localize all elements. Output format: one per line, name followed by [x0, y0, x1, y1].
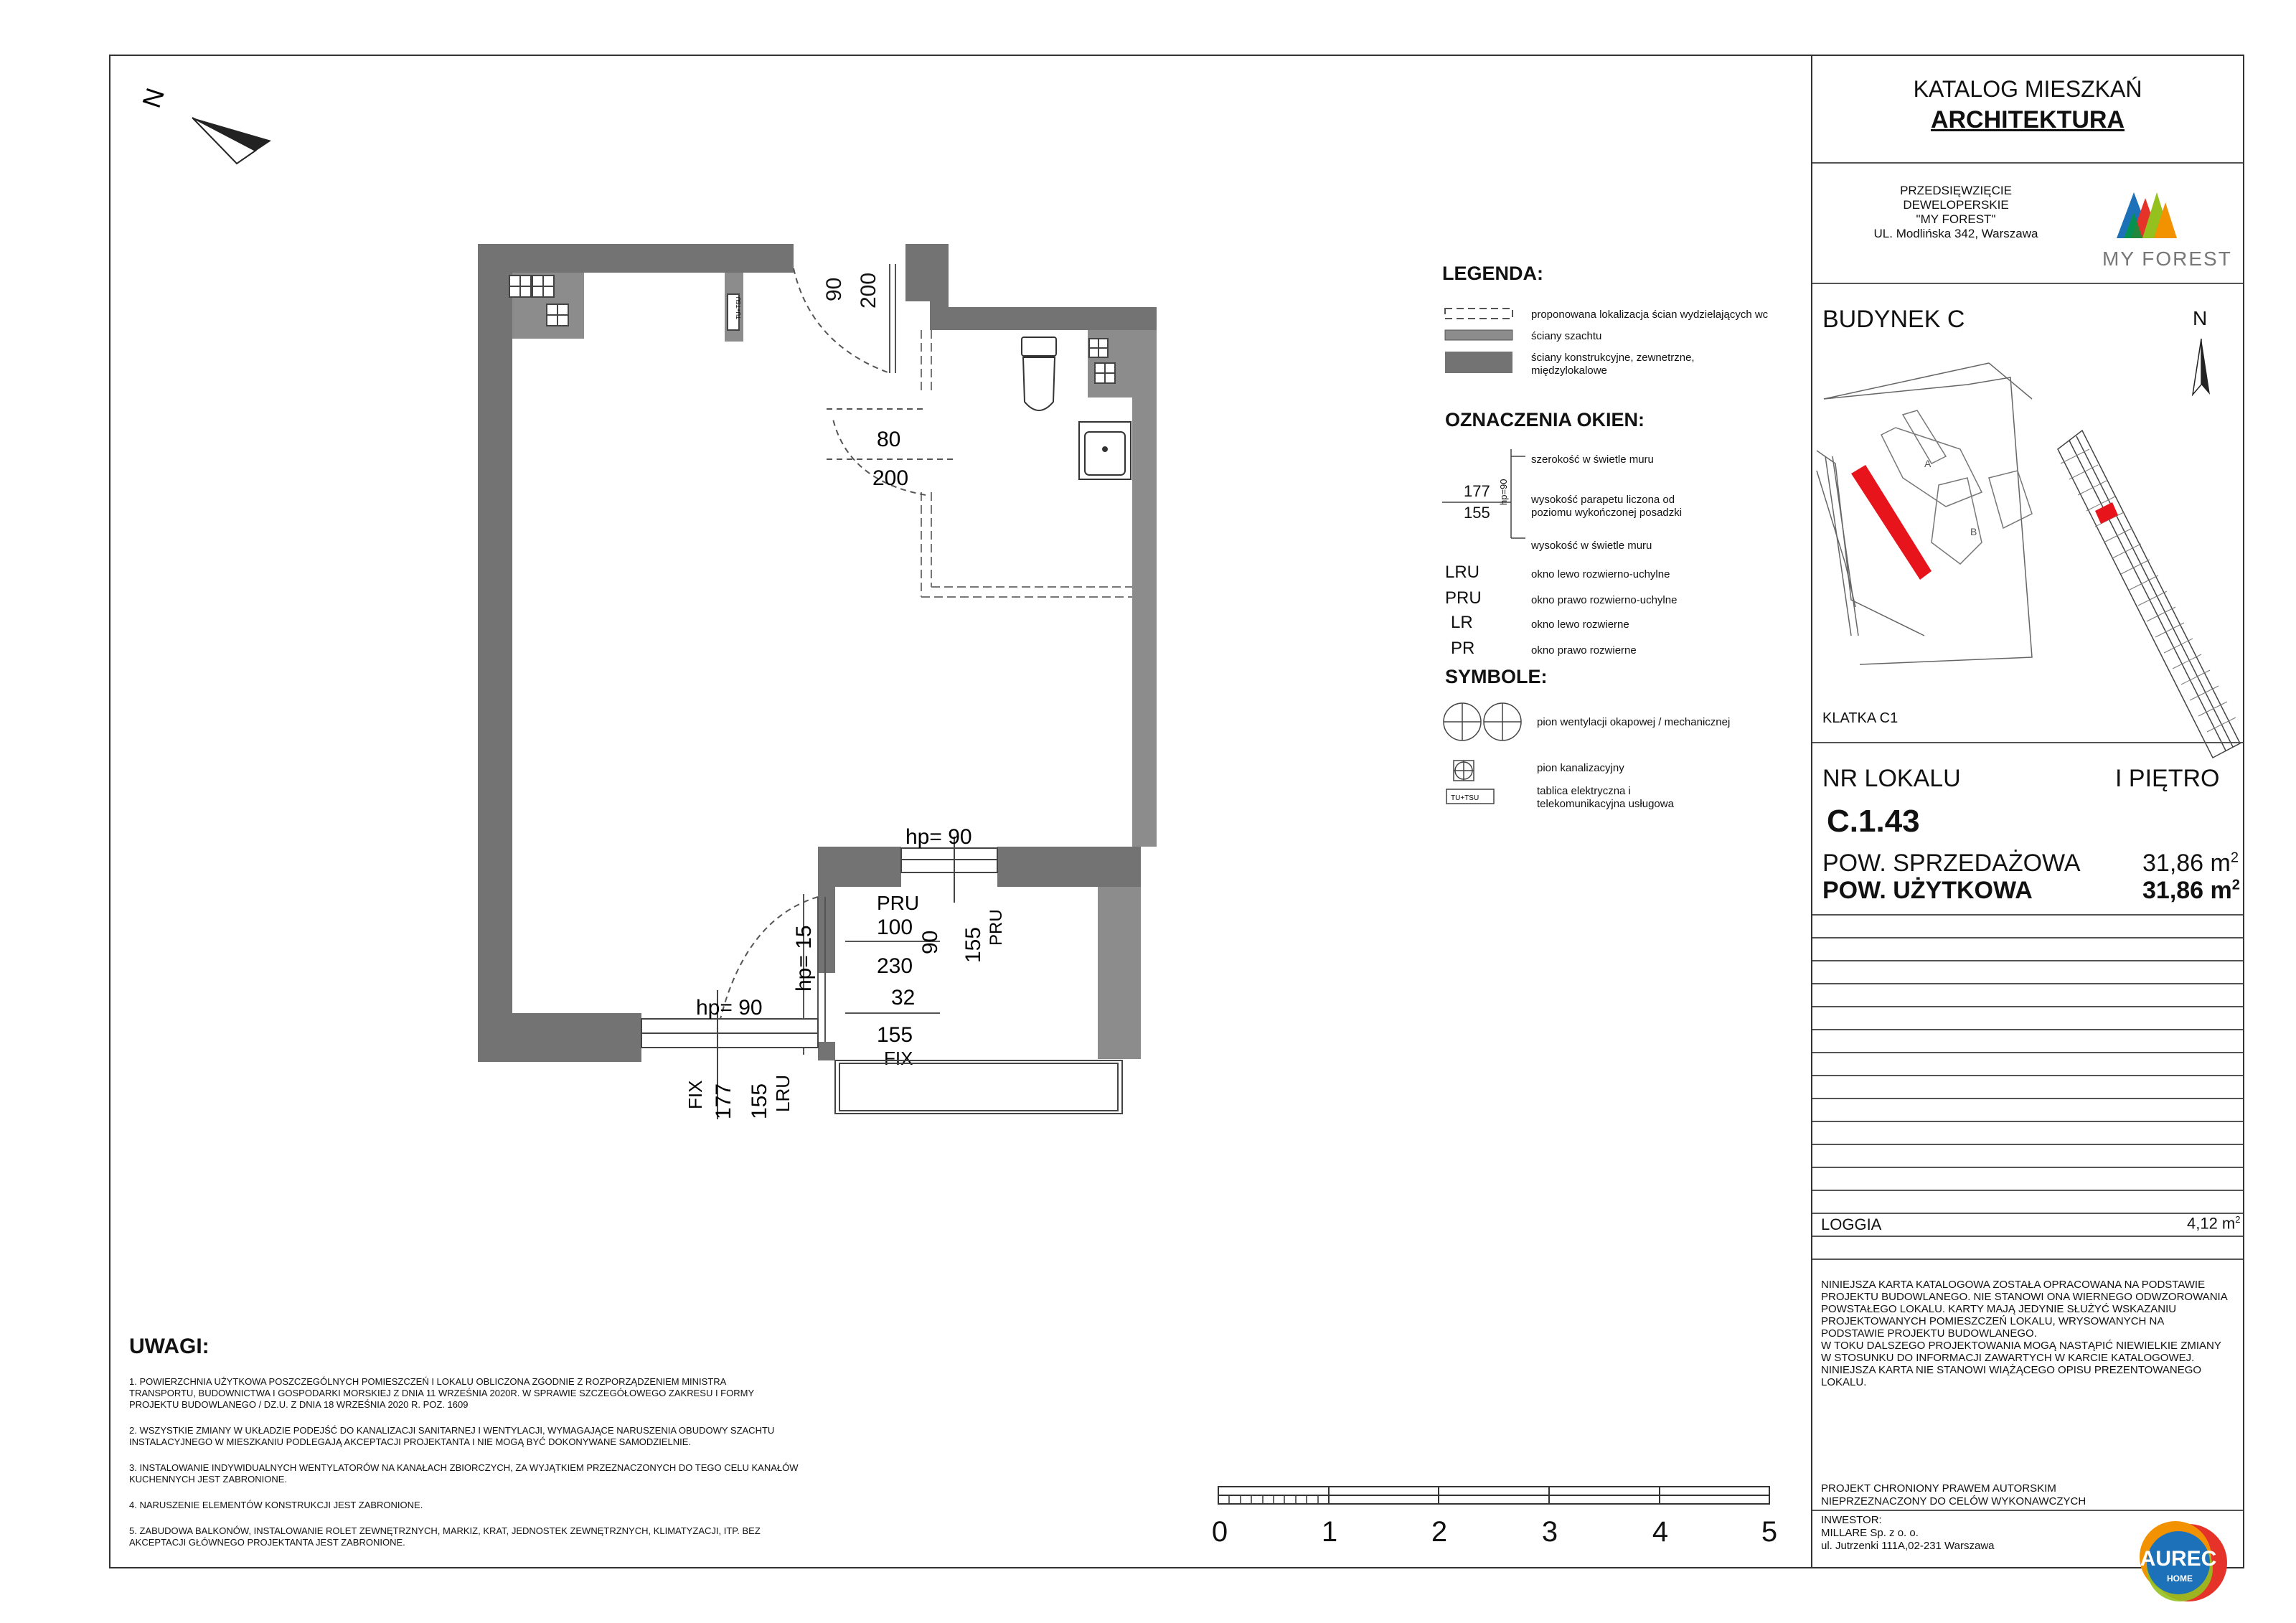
win-type-code-lru: LRU: [1445, 563, 1480, 582]
legend-item-structural: ściany konstrukcyjne, zewnetrzne,: [1531, 352, 1695, 364]
project-name: PRZEDSIĘWZIĘCIE DEWELOPERSKIE "MY FOREST" UL. Modlińska 342, Warszawa: [1873, 184, 2038, 240]
scale-label-5: 5: [1761, 1516, 1778, 1548]
fix-width: 32: [891, 986, 916, 1010]
symbols-title: SYMBOLE:: [1445, 666, 1548, 687]
site-label-a: A: [1924, 458, 1932, 469]
window-bottom-height: 155: [748, 1083, 771, 1119]
vent-shaft-icon: [1444, 703, 1521, 740]
copyright-note: PROJEKT CHRONIONY PRAWEM AUTORSKIM NIEPRZEZNACZONY DO CELÓW WYKONAWCZYCH: [1821, 1482, 2086, 1507]
window-bottom-hp: hp= 90: [696, 996, 763, 1020]
window-bottom-fix-width: 177: [712, 1083, 735, 1119]
symbol-icons: [1442, 700, 1535, 815]
windows-title: OZNACZENIA OKIEN:: [1445, 409, 1645, 431]
entry-door-width: 90: [822, 277, 846, 301]
loggia-door-width: 100: [877, 916, 913, 939]
loggia-value: 4,12 $m^2$: [2187, 1214, 2241, 1233]
sewer-pipe-icon: [1454, 761, 1474, 781]
symbol-desc-panel: tablica elektryczna i: [1537, 785, 1631, 797]
win-note-width: szerokość w świetle muru: [1531, 453, 1654, 466]
building-label: BUDYNEK C: [1822, 306, 1965, 333]
scale-bar: [1218, 1487, 1769, 1504]
legend-item-dashed: proponowana lokalizacja ścian wydzielających wc: [1531, 309, 1769, 321]
usable-area-value: 31,86 $m^2$: [2142, 877, 2240, 904]
unit-nr-label: NR LOKALU: [1822, 765, 1961, 792]
window-bottom-fix-type: FIX: [684, 1080, 706, 1109]
unit-number: C.1.43: [1827, 804, 1920, 839]
wc-door-height: 200: [872, 466, 909, 490]
aurec-home-logo: [2132, 1518, 2233, 1612]
fix-height: 155: [877, 1023, 913, 1047]
window-top-height: 155: [961, 926, 985, 963]
sales-area-label: POW. SPRZEDAŻOWA: [1822, 850, 2081, 877]
unit-floor: I PIĘTRO: [2115, 765, 2220, 792]
notes-title: UWAGI:: [129, 1335, 210, 1358]
note-line: PROJEKTU BUDOWLANEGO / DZ.U. Z DNIA 18 WRZEŚNIA 2020 R. POZ. 1609: [129, 1399, 469, 1410]
note-line: INSTALACYJNEGO W MIESZKANIU PODLEGAJĄ AKCEPTACJI PROJEKTANTA I NIE MOGĄ BYĆ DOKONYWANE SAMODZIELNIE.: [129, 1436, 692, 1447]
win-note-height: wysokość w świetle muru: [1531, 540, 1652, 552]
plan-north-label: N: [136, 84, 171, 112]
loggia-door-hp-value: 90: [918, 930, 942, 954]
aurec-logo-sub: HOME: [2167, 1573, 2193, 1584]
note-line: 5. ZABUDOWA BALKONÓW, INSTALOWANIE ROLET ZEWNĘTRZNYCH, MARKIZ, KRAT, JEDNOSTEK ZEWNĘTRZNYCH, KLIMATYZACJI, ITP. BEZ: [129, 1525, 761, 1536]
win-note-sill-2: poziomu wykończonej posadzki: [1531, 507, 1683, 519]
note-line: AKCEPTACJI GŁÓWNEGO PROJEKTANTA JEST ZABRONIONE.: [129, 1537, 405, 1548]
note-line: 1. POWIERZCHNIA UŻYTKOWA POSZCZEGÓLNYCH POMIESZCZEŃ I LOKALU OBLICZONA ZGODNIE Z ROZPORZĄDZENIEM MINISTRA: [129, 1376, 727, 1387]
loggia-door-type: PRU: [877, 892, 920, 914]
sales-area-value: 31,86 $m^2$: [2142, 850, 2239, 877]
symbol-desc-vent: pion wentylacji okapowej / mechanicznej: [1537, 716, 1731, 728]
window-top: [901, 848, 997, 872]
my-forest-logo-text: MY FOREST: [2102, 248, 2232, 270]
scale-label-3: 3: [1541, 1516, 1558, 1548]
scale-label-2: 2: [1431, 1516, 1448, 1548]
usable-area-label: POW. UŻYTKOWA: [1822, 877, 2033, 904]
win-type-desc-lr: okno lewo rozwierne: [1531, 618, 1629, 631]
note-line: 2. WSZYSTKIE ZMIANY W UKŁADZIE PODEJŚĆ DO KANALIZACJI SANITARNEJ I WENTYLACJI, WYMAGAJĄCE NARUSZENIA OBUDOWY SZACHTU: [129, 1425, 775, 1436]
site-label-b: B: [1970, 526, 1977, 537]
loggia-door-hp: hp= 15: [792, 925, 816, 992]
note-line: TRANSPORTU, BUDOWNICTWA I GOSPODARKI MORSKIEJ Z DNIA 11 WRZEŚNIA 2020R. W SPRAWIE SZCZEGÓŁOWEGO ZAKRESU I FORMY: [129, 1388, 755, 1398]
legend-swatches: [1444, 306, 1515, 377]
loggia-door-height: 230: [877, 954, 913, 978]
legend-title: LEGENDA:: [1442, 263, 1543, 284]
window-bottom-type: LRU: [772, 1074, 794, 1112]
north-arrow-icon: [136, 85, 271, 164]
win-type-desc-pr: okno prawo rozwierne: [1531, 644, 1637, 657]
loggia-label: LOGGIA: [1821, 1215, 1882, 1233]
building-north-label: N: [2193, 307, 2208, 329]
win-note-sill: wysokość parapetu liczona od: [1531, 494, 1675, 506]
scale-label-0: 0: [1211, 1516, 1228, 1548]
aurec-logo-text: AUREC: [2140, 1547, 2217, 1571]
symbol-desc-sewer: pion kanalizacyjny: [1537, 762, 1624, 774]
window-example-width: 177: [1464, 482, 1490, 500]
win-type-code-lr: LR: [1451, 613, 1473, 632]
legend-item-shaft: ściany szachtu: [1531, 330, 1602, 342]
disclaimer: NINIEJSZA KARTA KATALOGOWA ZOSTAŁA OPRACOWANA NA PODSTAWIE PROJEKTU BUDOWLANEGO. NIE STANOWI ONA WIERNEGO ODWZOROWANIA POWSTAŁEGO LOKALU. KARTY MAJĄ JEDYNIE SŁUŻYĆ WSKAZANIU PROJEKTOWANYCH POMIESZCZEŃ LOKALU, WRYSOWANYCH NA PODSTAWIE PROJEKTU BUDOWLANEGO. W TOKU DALSZEGO PROJEKTOWANIA MOGĄ NASTĄPIĆ NIEWIELKIE ZMIANY W STOSUNKU DO INFORMACJI ZAWARTYCH W KARCIE KATALOGOWEJ. NINIEJSZA KARTA NIE STANOWI WIĄŻĄCEGO OPISU PREZENTOWANEGO LOKALU.: [1821, 1279, 2228, 1388]
stair-label: KLATKA C1: [1822, 710, 1899, 726]
entry-door-height: 200: [857, 272, 880, 309]
window-bottom: [641, 1019, 818, 1048]
window-example-hp: hp=90: [1498, 479, 1509, 505]
wc-door-width: 80: [877, 428, 901, 451]
scale-label-1: 1: [1321, 1516, 1338, 1548]
note-line: 3. INSTALOWANIE INDYWIDUALNYCH WENTYLATORÓW NA KANAŁACH ZBIORCZYCH, ZA WYJĄTKIEM PRZEZNACZONYCH DO TEGO CELU KANAŁÓW: [129, 1462, 799, 1473]
investor-info: INWESTOR: MILLARE Sp. z o. o. ul. Jutrzenki 111A,02-231 Warszawa: [1821, 1514, 1995, 1552]
catalog-subtitle: ARCHITEKTURA: [1930, 106, 2125, 133]
window-example-height: 155: [1464, 504, 1490, 522]
legend-panel-code: TU+TSU: [1451, 794, 1479, 802]
win-type-desc-lru: okno lewo rozwierno-uchylne: [1531, 568, 1670, 580]
win-type-code-pru: PRU: [1445, 588, 1482, 608]
scale-label-4: 4: [1652, 1516, 1669, 1548]
win-type-desc-pru: okno prawo rozwierno-uchylne: [1531, 594, 1678, 606]
title-block: [1811, 55, 2244, 1584]
my-forest-logo: [2099, 187, 2232, 273]
note-line: KUCHENNYCH JEST ZABRONIONE.: [129, 1474, 288, 1485]
window-top-type: PRU: [987, 909, 1006, 946]
electric-panel-code: TU+TSU: [735, 296, 742, 319]
window-top-hp: hp= 90: [905, 825, 972, 849]
fix-type: FIX: [884, 1048, 913, 1069]
loggia-railing: [835, 1060, 1122, 1114]
catalog-title: KATALOG MIESZKAŃ: [1913, 76, 2142, 102]
window-example-diagram: [1442, 445, 1528, 560]
legend-item-structural-2: międzylokalowe: [1531, 364, 1607, 377]
symbol-desc-panel-2: telekomunikacyjna usługowa: [1537, 798, 1674, 810]
win-type-code-pr: PR: [1451, 639, 1475, 658]
note-line: 4. NARUSZENIE ELEMENTÓW KONSTRUKCJI JEST ZABRONIONE.: [129, 1500, 423, 1510]
